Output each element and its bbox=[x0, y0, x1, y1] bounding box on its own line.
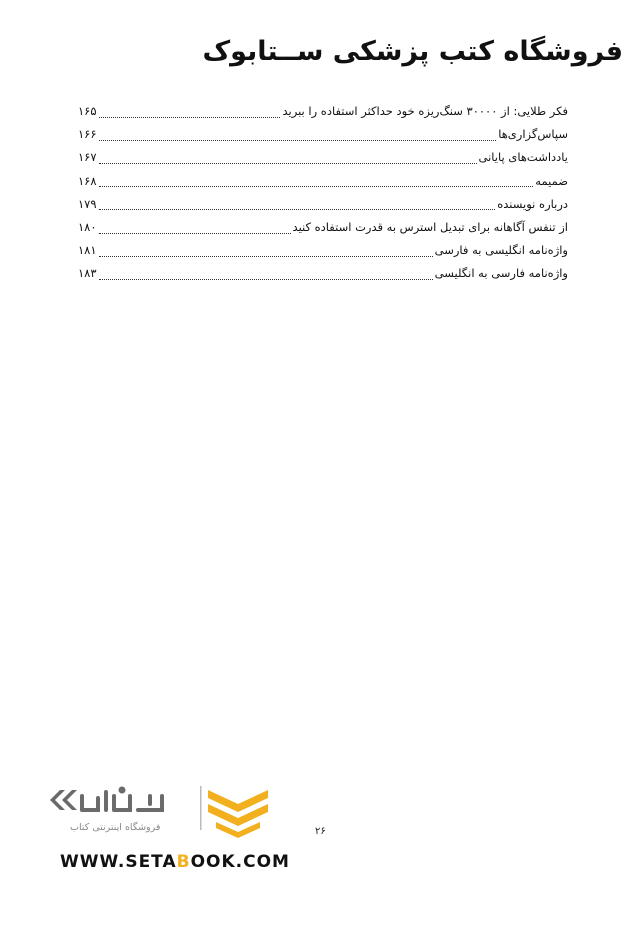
url-accent-letter: B bbox=[176, 852, 191, 872]
toc-entry-page: ۱۶۵ bbox=[78, 104, 97, 118]
toc-row bbox=[78, 146, 568, 169]
table-of-contents bbox=[78, 100, 568, 286]
toc-leader-dots bbox=[99, 232, 291, 234]
page-number: ۲۶ bbox=[315, 826, 326, 837]
toc-leader-dots bbox=[99, 208, 496, 210]
toc-entry-page: ۱۸۰ bbox=[78, 219, 97, 234]
url-suffix: OOK.COM bbox=[190, 852, 290, 872]
chevron-stack-icon bbox=[208, 790, 268, 838]
toc-entry-title: از تنفس آگاهانه برای تبدیل استرس به قدرت استفاده کنید bbox=[292, 219, 568, 234]
toc-entry-title: ضمیمه bbox=[535, 173, 568, 188]
toc-entry-page: ۱۸۳ bbox=[78, 266, 97, 281]
toc-row bbox=[78, 100, 568, 123]
toc-entry-page: ۱۶۸ bbox=[78, 173, 97, 188]
toc-entry-page: ۱۸۱ bbox=[78, 243, 97, 258]
toc-leader-dots bbox=[99, 162, 477, 164]
toc-entry-title: واژه‌نامه فارسی به انگلیسی bbox=[434, 266, 568, 281]
toc-entry-title: فکر طلایی: از ۳۰۰۰۰ سنگ‌ریزه خود حداکثر استفاده را ببرید bbox=[282, 104, 568, 118]
toc-row bbox=[78, 123, 568, 146]
toc-row bbox=[78, 193, 568, 216]
toc-row bbox=[78, 170, 568, 193]
double-chevron-icon bbox=[50, 790, 77, 810]
toc-row bbox=[78, 216, 568, 239]
toc-leader-dots bbox=[99, 278, 433, 280]
url-prefix: WWW.SETA bbox=[60, 852, 177, 872]
website-url bbox=[60, 852, 290, 872]
toc-entry-title: واژه‌نامه انگلیسی به فارسی bbox=[434, 243, 568, 258]
toc-entry-title: درباره نویسنده bbox=[497, 196, 568, 211]
toc-entry-title: یادداشت‌های پایانی bbox=[478, 150, 568, 165]
logo-divider bbox=[200, 786, 202, 830]
toc-row bbox=[78, 239, 568, 262]
setabook-logo bbox=[50, 782, 280, 842]
toc-entry-page: ۱۶۶ bbox=[78, 127, 97, 142]
toc-leader-dots bbox=[99, 255, 433, 257]
toc-row bbox=[78, 262, 568, 285]
brand-name-lettering bbox=[82, 789, 162, 811]
toc-leader-dots bbox=[99, 139, 497, 141]
page-title: فروشگاه کتب پزشکی ســتابوک bbox=[202, 36, 623, 67]
toc-entry-page: ۱۷۹ bbox=[78, 196, 97, 211]
toc-entry-page: ۱۶۷ bbox=[78, 150, 97, 165]
toc-entry-title: سپاس‌گزاری‌ها bbox=[498, 127, 568, 142]
toc-leader-dots bbox=[99, 116, 281, 118]
toc-leader-dots bbox=[99, 185, 534, 187]
logo-tagline: فروشگاه اینترنتی کتاب bbox=[70, 822, 161, 833]
